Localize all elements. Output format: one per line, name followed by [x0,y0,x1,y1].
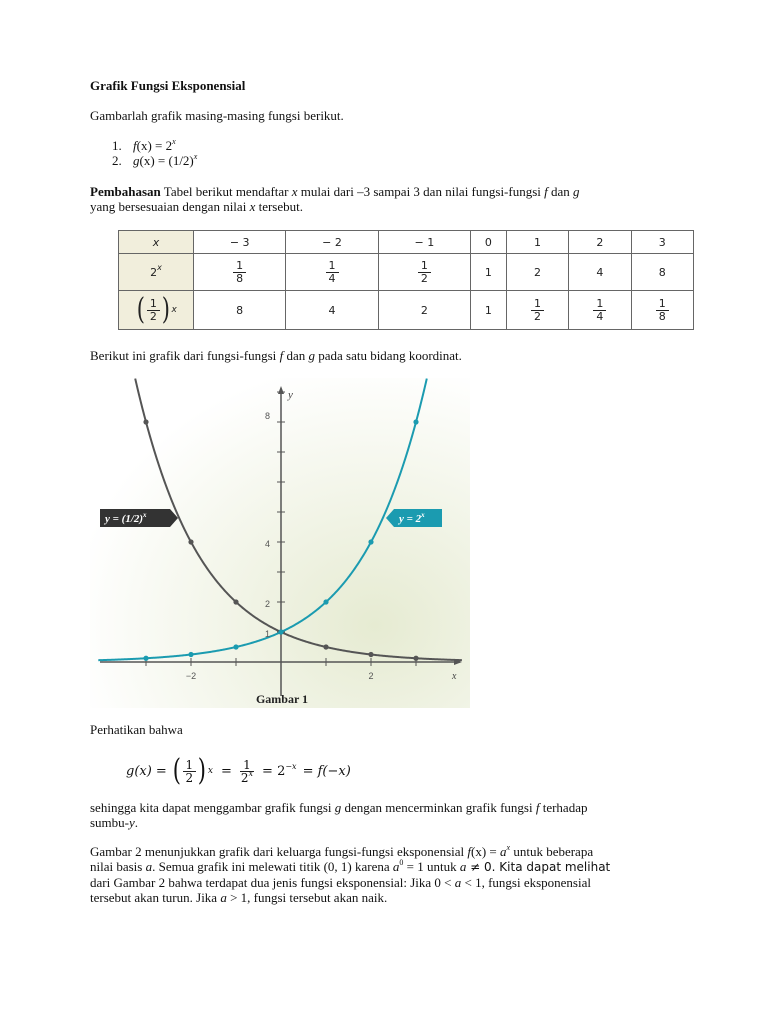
point-f [413,419,418,424]
point-g [143,419,148,424]
table-header-x: x [119,231,194,254]
table-cell-half-x: $\frac{1}{8}$ [631,291,693,330]
table-row-2x [119,254,694,291]
point-g [413,656,418,661]
table-cell-x: − 2 [286,231,378,254]
table-cell-x: 2 [569,231,631,254]
y-tick-2: 2 [264,599,270,609]
equation: g(x) = ( $\frac{1}{2}$ ) x = $\frac{1}{2^x}$ = $2^{-x}$ = f(−x) [126,753,351,788]
values-table [118,230,694,330]
table-cell-half-x: 8 [194,291,286,330]
intro-text: Gambarlah grafik masing-masing fungsi berikut. [90,108,344,123]
label-f-callout [386,509,442,527]
point-g [188,539,193,544]
table-cell-2x: $\frac{1}{2}$ [378,254,470,291]
table-cell-half-x: 4 [286,291,378,330]
graph-intro-text: Berikut ini grafik dari fungsi-fungsi f dan g pada satu bidang koordinat. [90,348,462,363]
list-item-1: 1. $f(x) = 2^x$ [112,137,176,153]
table-cell-half-x: $\frac{1}{2}$ [506,291,568,330]
y-tick-4: 4 [264,539,270,549]
table-cell-x: 3 [631,231,693,254]
x-tick-neg2: −2 [185,671,197,681]
table-cell-2x: 8 [631,254,693,291]
svg-text:y = 2x: $y = 2^x$ [399,511,425,525]
table-cell-x: − 3 [194,231,286,254]
table-row-half-x [119,291,694,330]
point-g [368,652,373,657]
x-axis-label: x [452,671,457,682]
table-cell-half-x: 2 [378,291,470,330]
table-header-half-x: ( $\frac{1}{2}$ ) x [119,291,194,330]
table-cell-half-x: $\frac{1}{4}$ [569,291,631,330]
page-title: Grafik Fungsi Eksponensial [90,78,246,93]
point-f [188,652,193,657]
table-header-2x: 2$^x$ [119,254,194,291]
x-tick-2: 2 [368,671,374,681]
point-f [233,644,238,649]
gambar2-paragraph: Gambar 2 menunjukkan grafik dari keluarga fungsi-fungsi eksponensial $f(x) = a^x$ untuk beberapa nilai basis a. Semua grafik ini melewati titik (0, 1) karena $a^0 = 1$ untuk a ≠ 0. Kita dapat melihat dari Gambar 2 bahwa terdapat dua jenis fungsi eksponensial: Jika 0 < a < 1, fungsi eksponensial tersebut akan turun. Jika a > 1, fungsi tersebut akan naik. [90,843,611,905]
pembahasan-paragraph: Pembahasan Tabel berikut mendaftar x mulai dari –3 sampai 3 dan nilai fungsi-fungsi f dan g yang bersesuaian dengan nilai x tersebut. [90,184,580,214]
svg-text:y = (1/2)x: $y = (1/2)^x$ [105,511,147,525]
point-f [368,539,373,544]
point-f [278,629,283,634]
table-cell-2x: 4 [569,254,631,291]
y-axis-label: y [288,389,293,401]
table-cell-2x: 2 [506,254,568,291]
note-intro: Perhatikan bahwa [90,722,183,737]
list-number: 2. [112,153,122,168]
y-tick-1: 1 [264,629,270,639]
table-cell-2x: 1 [471,254,507,291]
table-cell-half-x: 1 [471,291,507,330]
table-cell-x: − 1 [378,231,470,254]
mirror-paragraph: sehingga kita dapat menggambar grafik fungsi g dengan mencerminkan grafik fungsi f terhadap sumbu-y. [90,800,588,830]
figure-caption: Gambar 1 [255,692,309,706]
point-f [323,599,328,604]
exponential-graph-figure [90,378,470,708]
table-cell-2x: $\frac{1}{8}$ [194,254,286,291]
point-f [143,656,148,661]
list-number: 1. [112,138,122,153]
table-cell-x: 0 [471,231,507,254]
table-cell-2x: $\frac{1}{4}$ [286,254,378,291]
point-g [323,644,328,649]
table-cell-x: 1 [506,231,568,254]
y-tick-8: 8 [264,411,270,421]
table-row-x [119,231,694,254]
point-g [233,599,238,604]
label-g-callout [100,509,178,527]
list-item-2: 2. $g(x) = (1/2)^x$ [112,152,198,168]
